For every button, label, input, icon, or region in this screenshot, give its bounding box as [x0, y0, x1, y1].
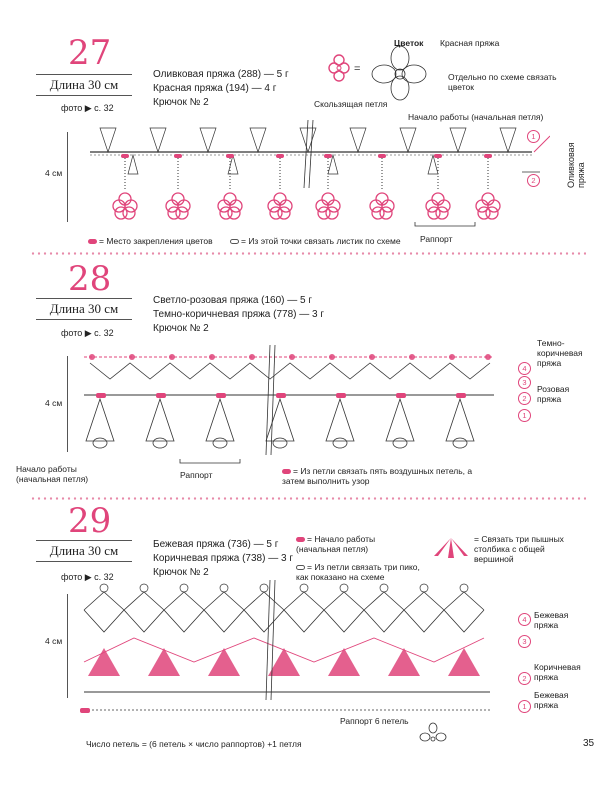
pattern-length: Длина 30 см — [36, 298, 132, 320]
size-line — [67, 356, 68, 452]
row-3-marker: 3 — [518, 631, 531, 649]
size-label: 4 см — [45, 636, 63, 646]
pattern-27-chart — [70, 118, 550, 230]
row-3-marker: 3 — [518, 372, 531, 390]
pink-yarn-label: Розовая пряжа — [537, 384, 570, 404]
start-label: Начало работы (начальная петля) — [16, 464, 89, 484]
section-divider — [30, 252, 586, 255]
puff-stitch-icon — [430, 534, 472, 560]
materials-list — [153, 68, 289, 110]
pattern-number-28: 28 — [68, 259, 112, 299]
materials-list — [153, 294, 324, 336]
beige-yarn-label: Бежевая пряжа — [534, 690, 569, 710]
flower-note: Отдельно по схеме связать цветок — [448, 72, 557, 92]
beige-yarn-label: Бежевая пряжа — [534, 610, 569, 630]
legend-puff: = Связать три пышных столбика с общей вершиной — [474, 534, 564, 564]
dark-brown-yarn-label: Темно-коричневая пряжа — [537, 338, 583, 368]
stitch-formula: Число петель = (6 петель × число раппортов) +1 петля — [86, 739, 302, 749]
repeat-label: Раппорт — [180, 470, 213, 480]
section-divider — [30, 497, 586, 500]
olive-yarn-label: Оливковая пряжа — [566, 142, 586, 188]
row-1-marker: 1 — [527, 126, 540, 144]
repeat-label: Раппорт 6 петель — [340, 716, 409, 726]
material-item: Коричневая пряжа (738) — 3 г — [153, 553, 293, 564]
svg-text:=: = — [354, 63, 361, 75]
legend-chain-note: = Из петли связать пять воздушных петель, а затем выполнить узор — [282, 466, 473, 486]
photo-reference: фото ▶ с. 32 — [61, 572, 114, 582]
legend-picot: = Из петли связать три пико, как показано на схеме — [296, 562, 420, 582]
size-line — [67, 132, 68, 222]
row-1-marker: 1 — [518, 696, 531, 714]
row-4-marker: 4 — [518, 358, 531, 376]
red-yarn-label: Красная пряжа — [440, 38, 500, 48]
pattern-29-chart — [70, 580, 510, 716]
size-label: 4 см — [45, 398, 63, 408]
picot-icon — [418, 722, 448, 748]
brown-yarn-label: Коричневая пряжа — [534, 662, 581, 682]
materials-list — [153, 538, 293, 580]
legend-start: = Начало работы (начальная петля) — [296, 534, 376, 554]
start-label: Начало работы (начальная петля) — [408, 112, 544, 122]
material-item: Крючок № 2 — [153, 323, 209, 334]
material-item: Темно-коричневая пряжа (778) — 3 г — [153, 309, 325, 320]
material-item: Красная пряжа (194) — 4 г — [153, 83, 277, 94]
page-number: 35 — [583, 738, 595, 749]
photo-reference: фото ▶ с. 32 — [61, 328, 114, 338]
row-2-marker: 2 — [518, 668, 531, 686]
size-label: 4 см — [45, 168, 63, 178]
material-item: Крючок № 2 — [153, 567, 209, 578]
row-1-marker: 1 — [518, 405, 531, 423]
legend-leaf: = Из этой точки связать листик по схеме — [230, 236, 401, 246]
photo-reference: фото ▶ с. 32 — [61, 103, 114, 113]
slip-loop-label: Скользящая петля — [314, 99, 388, 109]
material-item: Бежевая пряжа (736) — 5 г — [153, 539, 279, 550]
pattern-number-29: 29 — [68, 501, 112, 541]
material-item: Оливковая пряжа (288) — 5 г — [153, 69, 289, 80]
row-2-marker: 2 — [527, 170, 540, 188]
flower-diagram — [318, 38, 458, 108]
repeat-label: Раппорт — [420, 234, 453, 244]
row-4-marker: 4 — [518, 609, 531, 627]
flower-title: Цветок — [394, 38, 424, 48]
size-line — [67, 594, 68, 698]
pattern-28-chart — [70, 345, 510, 465]
pattern-length: Длина 30 см — [36, 540, 132, 562]
row-2-marker: 2 — [518, 388, 531, 406]
pattern-number-27: 27 — [68, 33, 112, 73]
material-item: Светло-розовая пряжа (160) — 5 г — [153, 295, 313, 306]
legend-attach: = Место закрепления цветов — [88, 236, 213, 246]
material-item: Крючок № 2 — [153, 97, 209, 108]
pattern-length: Длина 30 см — [36, 74, 132, 96]
